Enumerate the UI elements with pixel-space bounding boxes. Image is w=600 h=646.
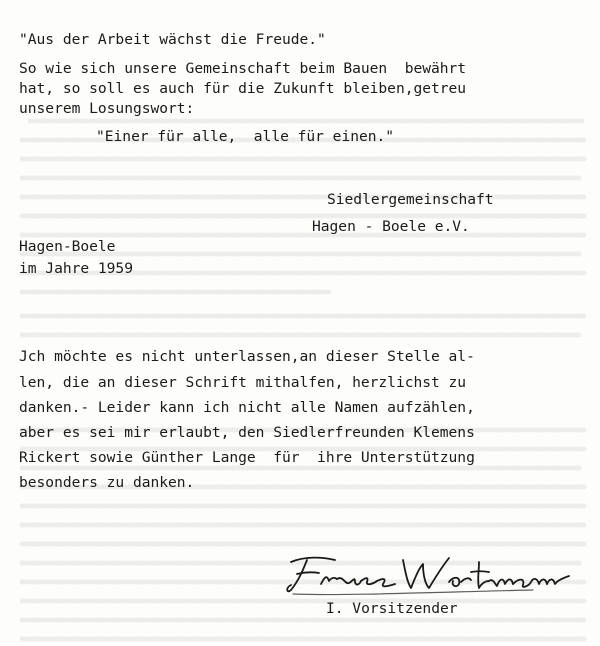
handwritten-signature	[283, 548, 583, 598]
thanks-line: aber es sei mir erlaubt, den Siedlerfreunden Klemens	[19, 424, 475, 441]
thanks-line: besonders zu danken.	[19, 474, 195, 491]
thanks-line: len, die an dieser Schrift mithalfen, herzlichst zu	[19, 374, 467, 391]
signature-drawing	[283, 548, 583, 598]
intro-line: unserem Losungswort:	[19, 100, 195, 117]
place-line: Hagen-Boele	[19, 238, 116, 255]
date-line: im Jahre 1959	[19, 260, 133, 277]
intro-line: So wie sich unsere Gemeinschaft beim Bauen bewährt	[19, 60, 467, 77]
signer-title: I. Vorsitzender	[326, 600, 458, 617]
organization-name: Siedlergemeinschaft	[327, 191, 494, 208]
thanks-line: Rickert sowie Günther Lange für ihre Unterstützung	[19, 449, 475, 466]
organization-place: Hagen - Boele e.V.	[312, 218, 470, 235]
slogan-line: "Einer für alle, alle für einen."	[96, 128, 395, 145]
intro-line: hat, so soll es auch für die Zukunft bleiben,getreu	[19, 80, 467, 97]
motto-line: "Aus der Arbeit wächst die Freude."	[19, 31, 326, 48]
thanks-line: Jch möchte es nicht unterlassen,an dieser Stelle al-	[19, 348, 475, 365]
thanks-line: danken.- Leider kann ich nicht alle Namen aufzählen,	[19, 399, 475, 416]
